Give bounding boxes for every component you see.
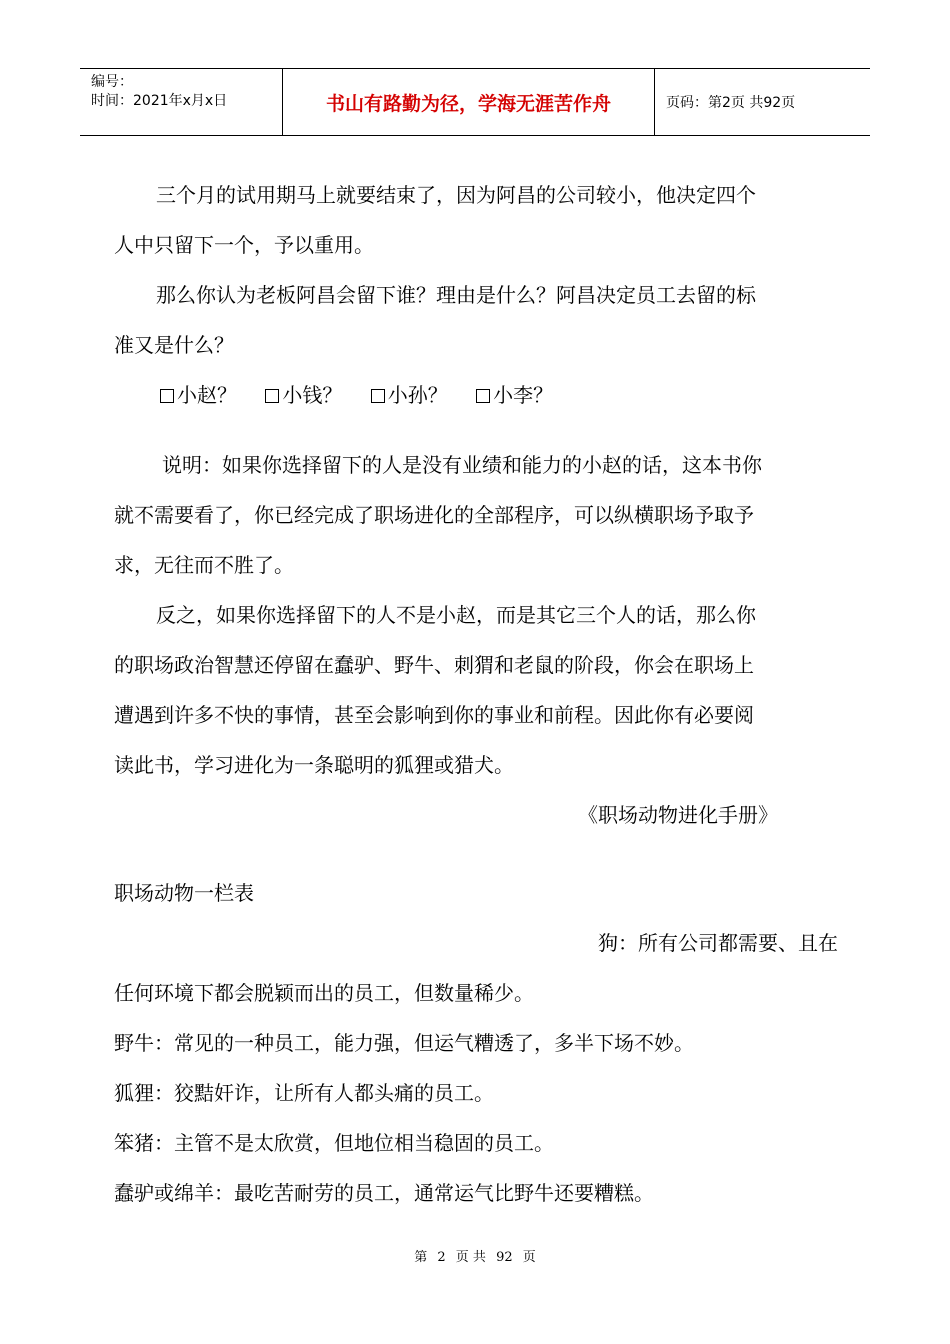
checkbox-icon[interactable]: [371, 389, 385, 403]
page-footer: [0, 1246, 950, 1265]
header-meta: [80, 69, 282, 135]
paragraph-conversely: [114, 590, 838, 790]
checkbox-icon[interactable]: [265, 389, 279, 403]
option-xiaosun[interactable]: 小孙？: [371, 383, 448, 407]
header-page-info: 页码：第2页 共92页: [666, 95, 796, 111]
footer-prefix: 第: [414, 1250, 428, 1265]
page-header: [80, 68, 870, 136]
dog-line-1: 狗：所有公司都需要、且在: [598, 931, 838, 955]
conversely-line-4: 读此书，学习进化为一条聪明的狐狸或猎犬。: [114, 753, 514, 777]
explanation-line-1: 说明：如果你选择留下的人是没有业绩和能力的小赵的话，这本书你: [162, 453, 762, 477]
paragraph-2: [114, 270, 838, 370]
conversely-line-3: 遭遇到许多不快的事情，甚至会影响到你的事业和前程。因此你有必要阅: [114, 703, 754, 727]
footer-mid: 页 共: [455, 1250, 486, 1265]
dog-line-2: 任何环境下都会脱颖而出的员工，但数量稀少。: [114, 981, 534, 1005]
footer-suffix: 页: [522, 1250, 536, 1265]
explanation-line-2: 就不需要看了，你已经完成了职场进化的全部程序，可以纵横职场予取予: [114, 503, 754, 527]
option-xiaoqian[interactable]: 小钱？: [265, 383, 342, 407]
explanation-line-3: 求，无往而不胜了。: [114, 553, 294, 577]
paragraph-2-line-2: 准又是什么？: [114, 333, 234, 357]
donkey-entry: 蠢驴或绵羊：最吃苦耐劳的员工，通常运气比野牛还要糟糕。: [114, 1181, 654, 1205]
option-xiaozhao[interactable]: 小赵？: [160, 383, 237, 407]
spacer: [114, 420, 838, 440]
checkbox-icon[interactable]: [160, 389, 174, 403]
paragraph-1: [114, 170, 838, 270]
bull-entry: 野牛：常见的一种员工，能力强，但运气糟透了，多半下场不妙。: [114, 1031, 694, 1055]
options-row: [114, 370, 838, 420]
header-motto: 书山有路勤为径，学海无涯苦作舟: [282, 69, 655, 135]
conversely-line-1: 反之，如果你选择留下的人不是小赵，而是其它三个人的话，那么你: [156, 603, 756, 627]
fox-entry: 狐狸：狡黠奸诈，让所有人都头痛的员工。: [114, 1081, 494, 1105]
footer-total: 92: [496, 1250, 513, 1265]
paragraph-explanation: [114, 440, 838, 590]
book-title: 《职场动物进化手册》: [578, 803, 778, 827]
date-label: 时间：2021年x月x日: [91, 93, 228, 109]
option-xiaoli[interactable]: 小李？: [476, 383, 553, 407]
pig-entry: 笨猪：主管不是太欣赏，但地位相当稳固的员工。: [114, 1131, 554, 1155]
table-title: 职场动物一栏表: [114, 881, 254, 905]
spacer: [114, 840, 838, 868]
serial-number-label: 编号：: [91, 74, 133, 90]
conversely-line-2: 的职场政治智慧还停留在蠢驴、野牛、刺猬和老鼠的阶段，你会在职场上: [114, 653, 754, 677]
footer-page-number: 2: [437, 1250, 446, 1265]
paragraph-1-line-2: 人中只留下一个，予以重用。: [114, 233, 374, 257]
paragraph-1-line-1: 三个月的试用期马上就要结束了，因为阿昌的公司较小，他决定四个: [156, 183, 756, 207]
checkbox-icon[interactable]: [476, 389, 490, 403]
document-body: [114, 170, 838, 1218]
paragraph-2-line-1: 那么你认为老板阿昌会留下谁？理由是什么？阿昌决定员工去留的标: [156, 283, 756, 307]
